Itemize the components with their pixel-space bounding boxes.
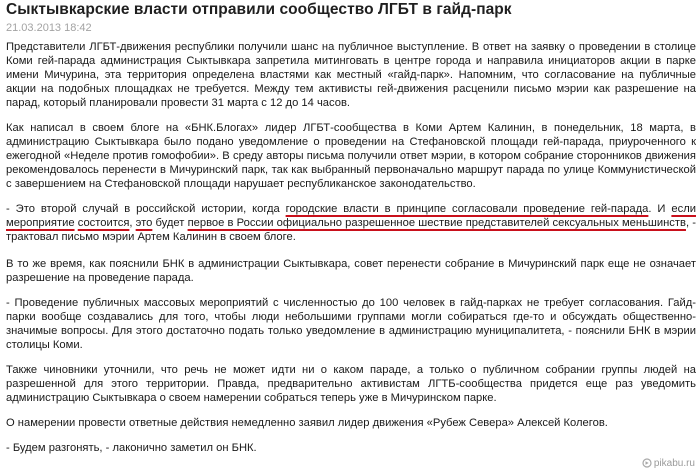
- pikabu-logo-icon: [642, 458, 652, 468]
- article-title: Сыктывкарские власти отправили сообщество ЛГБТ в гайд-парк: [6, 1, 512, 18]
- quote-segment: ,: [129, 217, 136, 229]
- quote-segment: , - трактовал письмо мэрии Артем Калинин в своем блоге.: [6, 217, 696, 243]
- red-underlined-phrase: это: [135, 217, 153, 229]
- article-paragraph: Также чиновники уточнили, что речь не может идти ни о каком параде, а только о публичном собрании группы людей на разрешенной для этого территории. Правда, предварительно активистам ЛГТБ-сообщества придется еще раз уведомить администрацию Сыктывкара о своем намерении собраться теперь уже в Мичуринском парке.: [6, 364, 696, 404]
- quote-paragraph: [6, 202, 696, 244]
- article-paragraph: В то же время, как пояснили БНК в администрации Сыктывкара, совет перенести собрание в Мичуринский парк еще не означает разрешение на проведение парада.: [6, 258, 696, 284]
- quote-segment: будет: [152, 217, 188, 229]
- red-underlined-phrase: городские власти в принципе согласовали проведение гей-парада: [285, 203, 649, 215]
- article-paragraph: - Проведение публичных массовых мероприятий с численностью до 100 человек в гайд-парках не требует согласования. Гайд-парки вообще создавались для того, чтобы люди небольшими группами могли собираться где-то и обсуждать общественно-значимые вопросы. Для этого достаточно подать только уведомление в администрацию муниципалитета, - пояснили БНК в мэрии столицы Коми.: [6, 297, 696, 351]
- article-paragraph: Представители ЛГБТ-движения республики получили шанс на публичное выступление. В ответ на заявку о проведении в столице Коми гей-парада администрация Сыктывкара запретила митинговать в центре города и направила инициаторов акции в парке имени Мичурина, эта территория определена властями как местный «гайд-парк». Напомним, что согласование на публичные акции на подобных площадках не требуется. Между тем активисты гей-движения расценили письмо мэрии как разрешение на парад, который планировали провести 31 марта с 12 до 14 часов.: [6, 41, 696, 109]
- article-date: 21.03.2013 18:42: [6, 22, 92, 34]
- article-paragraph: - Будем разгонять, - лаконично заметил он БНК.: [6, 442, 257, 454]
- pikabu-watermark: [642, 457, 695, 469]
- article-paragraph: О намерении провести ответные действия немедленно заявил лидер движения «Рубеж Севера» Алексей Колегов.: [6, 417, 608, 429]
- watermark-text: pikabu.ru: [653, 457, 695, 469]
- article-paragraph: Как написал в своем блоге на «БНК.Блогах» лидер ЛГБТ-сообщества в Коми Артем Калинин, в понедельник, 18 марта, в администрацию Сыктывкара было подано уведомление о проведении на Стефановской площади гей-парада, приуроченного к ежегодной «Неделе против гомофобии». В среду авторы письма получили ответ мэрии, в котором собрание сторонников движения рекомендовалось перенести в Мичуринский парк, так как выбранный первоначально маршрут парада по улице Коммунистической с завершением на Стефановской площади нарушает республиканское законодательство.: [6, 122, 696, 190]
- red-underlined-phrase: если мероприятие: [6, 203, 696, 229]
- red-underlined-phrase: первое в России официально разрешенное шествие представителей сексуальных меньшинств: [187, 217, 686, 229]
- quote-segment: - Это второй случай в российской истории, когда: [6, 203, 286, 215]
- article-body: [6, 40, 696, 466]
- red-underlined-phrase: состоится: [77, 217, 130, 229]
- quote-segment: . И: [648, 203, 672, 215]
